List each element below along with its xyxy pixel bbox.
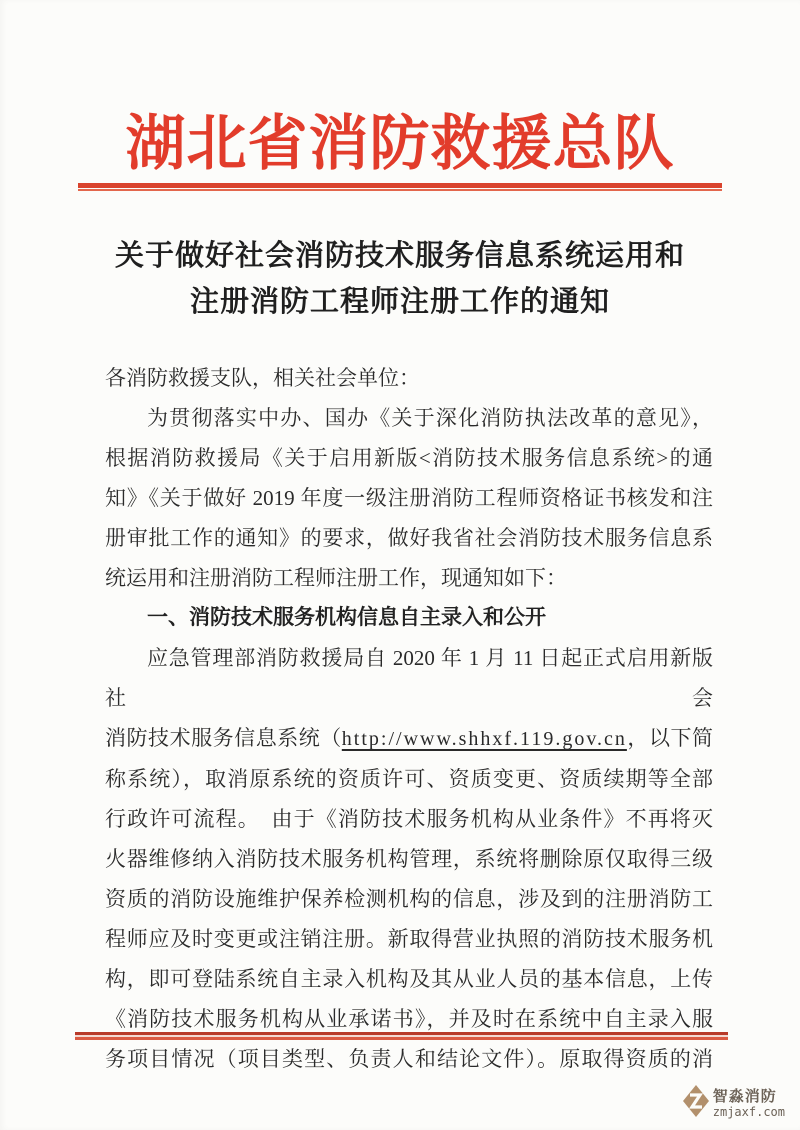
body-line: 构，即可登陆系统自主录入机构及其从业人员的基本信息，上传 bbox=[105, 967, 713, 991]
letterhead-rule bbox=[78, 183, 722, 191]
body-line: 行政许可流程。 由于《消防技术服务机构从业条件》不再将灭 bbox=[105, 807, 713, 831]
body-line: 火器维修纳入消防技术服务机构管理，系统将删除原仅取得三级 bbox=[105, 847, 713, 871]
watermark-site: zmjaxf.com bbox=[712, 1105, 785, 1119]
body-line: 《消防技术服务机构从业承诺书》，并及时在系统中自主录入服 bbox=[105, 1007, 713, 1031]
letterhead-org-name: 湖北省消防救援总队 bbox=[125, 111, 675, 177]
body-line: 根据消防救援局《关于启用新版<消防技术服务信息系统>的通 bbox=[105, 446, 713, 470]
salutation-line: 各消防救援支队，相关社会单位： bbox=[105, 366, 420, 390]
document-title bbox=[0, 233, 800, 325]
page-break-rule bbox=[75, 1032, 728, 1040]
body-line: 为贯彻落实中办、国办《关于深化消防执法改革的意见》， bbox=[147, 406, 713, 430]
body-line: 称系统），取消原系统的资质许可、资质变更、资质续期等全部 bbox=[105, 767, 713, 791]
watermark bbox=[682, 1084, 785, 1123]
document-title-line-1: 关于做好社会消防技术服务信息系统运用和 bbox=[114, 240, 685, 272]
body-line: 统运用和注册消防工程师注册工作，现通知如下： bbox=[105, 566, 567, 590]
body-line: 资质的消防设施维护保养检测机构的信息，涉及到的注册消防工 bbox=[105, 887, 713, 911]
system-url: http://www.shhxf.119.gov.cn bbox=[341, 728, 627, 750]
diamond-z-logo-icon bbox=[682, 1084, 710, 1123]
section-1-heading: 一、消防技术服务机构信息自主录入和公开 bbox=[147, 606, 546, 629]
body-line-with-url bbox=[105, 718, 713, 759]
body-line: 册审批工作的通知》的要求，做好我省社会消防技术服务信息系 bbox=[105, 526, 713, 550]
body-line: 知》《关于做好 2019 年度一级注册消防工程师资格证书核发和注 bbox=[105, 486, 713, 510]
watermark-brand: 智淼消防 bbox=[712, 1088, 777, 1105]
body-line: 应急管理部消防救援局自 2020 年 1 月 11 日起正式启用新版社会 bbox=[105, 646, 714, 710]
body-line-segment: ，以下简 bbox=[626, 726, 713, 750]
document-title-line-2: 注册消防工程师注册工作的通知 bbox=[189, 286, 610, 318]
document-body bbox=[105, 358, 713, 1079]
body-line: 程师应及时变更或注销注册。新取得营业执照的消防技术服务机 bbox=[105, 927, 713, 951]
body-line-segment: 消防技术服务信息系统（ bbox=[105, 726, 342, 750]
body-line: 务项目情况（项目类型、负责人和结论文件）。原取得资质的消 bbox=[105, 1047, 713, 1071]
